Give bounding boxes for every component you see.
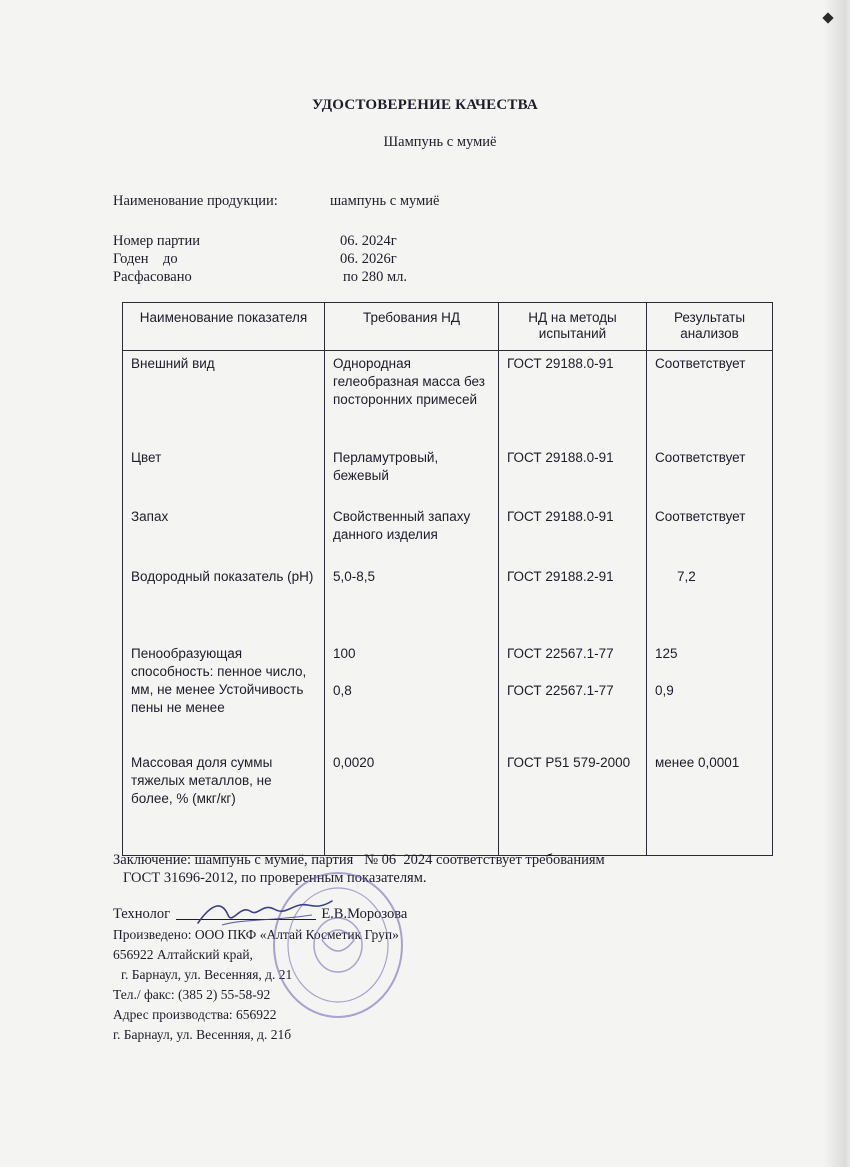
req-ph: 5,0-8,5 <box>333 569 376 584</box>
conclusion-line-1: Заключение: шампунь с мумиё, партия № 06 2024 соответствует требованиям <box>113 852 605 868</box>
technologist-label: Технолог <box>113 906 171 922</box>
result-foam-stability: 0,9 <box>655 683 674 698</box>
packed-row <box>113 269 513 289</box>
req-foam-stability: 0,8 <box>333 683 352 698</box>
req-heavy-metals: 0,0020 <box>333 755 375 770</box>
document-title: УДОСТОВЕРЕНИЕ КАЧЕСТВА <box>312 97 538 113</box>
batch-label: Номер партии <box>113 233 201 249</box>
packed-value: по 280 мл. <box>343 269 408 285</box>
indicator-color: Цвет <box>131 450 162 465</box>
indicator-appearance: Внешний вид <box>131 356 215 371</box>
method-ph: ГОСТ 29188.2-91 <box>507 569 614 584</box>
product-name-label: Наименование продукции: <box>113 193 278 209</box>
production-address: г. Барнаул, ул. Весенняя, д. 21б <box>113 1027 292 1042</box>
result-appearance: Соответствует <box>655 356 746 371</box>
method-heavy-metals: ГОСТ Р51 579-2000 <box>507 755 631 770</box>
table-header-row <box>123 303 773 351</box>
phone: Тел./ факс: (385 2) 55-58-92 <box>113 987 271 1002</box>
indicator-foaming: Пенообразующая способность: пенное число, мм, не менее Устойчивость пены не менее <box>131 646 307 715</box>
expiry-row <box>113 251 513 271</box>
manufacturer: Произведено: ООО ПКФ «Алтай Косметик Груп» <box>113 927 399 942</box>
header-requirements: Требования НД <box>325 303 499 351</box>
address-line-1: 656922 Алтайский край, <box>113 947 253 962</box>
result-foam-number: 125 <box>655 646 678 661</box>
expiry-label: Годен до <box>113 251 178 267</box>
header-indicator: Наименование показателя <box>123 303 325 351</box>
table-row <box>123 351 773 856</box>
batch-value: 06. 2024г <box>340 233 397 249</box>
company-stamp <box>270 870 406 1020</box>
method-appearance: ГОСТ 29188.0-91 <box>507 356 614 371</box>
technologist-name: Е.В.Морозова <box>321 906 408 922</box>
header-results: Результаты анализов <box>647 303 773 351</box>
document-subtitle: Шампунь с мумиё <box>383 134 497 150</box>
batch-row <box>113 233 513 253</box>
req-foam-number: 100 <box>333 646 356 661</box>
result-ph: 7,2 <box>677 569 696 584</box>
indicator-heavy-metals: Массовая доля суммы тяжелых металлов, не более, % (мкг/кг) <box>131 755 273 806</box>
results-column <box>647 351 773 856</box>
result-odor: Соответствует <box>655 509 746 524</box>
production-address-label: Адрес производства: 656922 <box>113 1007 277 1022</box>
req-color: Перламутровый, бежевый <box>333 450 439 483</box>
product-name-value: шампунь с мумиё <box>330 193 440 209</box>
indicator-column <box>123 351 325 856</box>
packed-label: Расфасовано <box>113 269 192 285</box>
header-test-methods: НД на методы испытаний <box>499 303 647 351</box>
technologist-signature <box>192 895 340 931</box>
product-name-row <box>113 193 513 213</box>
method-color: ГОСТ 29188.0-91 <box>507 450 614 465</box>
methods-column <box>499 351 647 856</box>
requirements-column <box>325 351 499 856</box>
req-odor: Свойственный запаху данного изделия <box>333 509 471 542</box>
indicator-ph: Водородный показатель (рН) <box>131 569 314 584</box>
method-odor: ГОСТ 29188.0-91 <box>507 509 614 524</box>
expiry-value: 06. 2026г <box>340 251 397 267</box>
result-heavy-metals: менее 0,0001 <box>655 755 740 770</box>
conclusion-line-2: ГОСТ 31696-2012, по проверенным показателям. <box>123 870 427 886</box>
result-color: Соответствует <box>655 450 746 465</box>
scan-edge <box>824 0 850 1167</box>
method-foam-number: ГОСТ 22567.1-77 <box>507 646 614 661</box>
method-foam-stability: ГОСТ 22567.1-77 <box>507 683 614 698</box>
req-appearance: Однородная гелеобразная масса без посторонних примесей <box>333 356 485 407</box>
indicator-odor: Запах <box>131 509 169 524</box>
quality-table <box>122 302 773 856</box>
address-line-2: г. Барнаул, ул. Весенняя, д. 21 <box>121 967 293 982</box>
